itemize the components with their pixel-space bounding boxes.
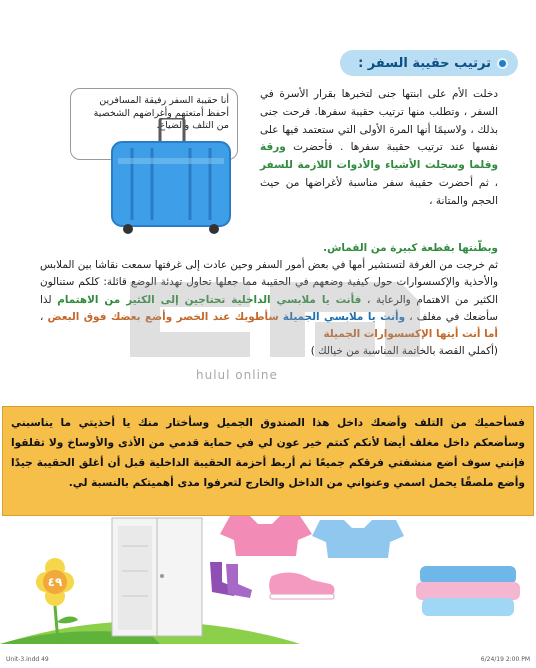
towels-illustration <box>416 566 520 616</box>
print-footer <box>0 652 536 668</box>
paragraph-1-highlight-1: ورقة وقلما وسجلت الأشياء والأدوات اللازمة للسفر <box>260 141 498 172</box>
wardrobe-illustration <box>112 518 202 636</box>
paragraph-2-highlight-orange-2: أما أنت أيتها الإكسسوارات الجميلة <box>323 328 498 341</box>
answer-box <box>2 406 534 516</box>
bullet-dot-icon <box>497 58 508 69</box>
suitcase-wheel <box>209 224 219 234</box>
story-paragraph-1 <box>260 86 498 211</box>
story-paragraph-2 <box>40 240 498 360</box>
suitcase-illustration <box>100 118 242 236</box>
pink-shirt-illustration <box>220 516 312 556</box>
paragraph-1-text-b: ، ثم أحضرت حقيبة سفر مناسبة لأغراضها من حيث الحجم والمتانة ، <box>260 176 498 207</box>
suitcase-body <box>112 142 230 226</box>
footer-timestamp: 6/24/19 2:00 PM <box>480 656 530 663</box>
page-number: ٤٩ <box>47 575 63 589</box>
paragraph-2-highlight-green: فأنت يا ملابسي الداخلية تحتاجين إلى الكثير من الاهتمام <box>57 293 362 306</box>
paragraph-2-highlight-blue: وأنت يا ملابسي الجميلة <box>282 310 406 323</box>
speech-bubble-text: أنا حقيبة السفر رفيقة المسافرين أحفظ أمتعتهم وأغراضهم الشخصية من التلف والضياع. <box>93 95 229 131</box>
paragraph-2-text-b: لذا سأضعك في مغلف ، <box>40 293 499 323</box>
paragraph-2-highlight-orange-1: سأطويك عند الخصر وأضع بعضك فوق البعض <box>47 310 279 323</box>
paragraph-1-text-a: دخلت الأم على ابنتها جنى لتخبرها بقرار الأسرة في السفر ، وتطلب منها ترتيب حقيبة سفرها. فرحت جنى بذلك ، ولاسيمًا أنها المرة الأولى التي ستعتمد فيها على نفسها عند ترتيب حقيبة سفرها . فأحضرت <box>260 88 498 154</box>
footer-file-name: Unit-3.indd 49 <box>6 656 49 663</box>
socks-illustration <box>210 562 252 598</box>
paragraph-2-instruction: (أكملي القصة بالخاتمة المناسبة من خيالك ) <box>310 345 498 358</box>
blue-shirt-illustration <box>312 520 404 558</box>
sneaker-illustration <box>269 573 334 599</box>
watermark-text: hulul online <box>196 368 278 382</box>
paragraph-2-text-d: ، <box>40 310 48 323</box>
paragraph-1-highlight-2: وبطّنتها بقطعة كبيرة من القماش. <box>323 242 498 254</box>
answer-text: فسأحميك من التلف وأضعك داخل هذا الصندوق الجميل وسأختار منك يا أحذيتي ما يناسبني وسأضعكم داخل مغلف أيضا لأنكم كنتم خير عون لي في حماية قدمي من الأذى والأوساخ ولا تقلقوا فإنني سوف أضع منشفتي فرقكم جميعًا ثم أربط أحزمة الحقيبة الداخلية قبل أن أغلق الحقيبة جيدًا وأضع ملصقًا يحمل اسمي وعنواني من الداخل والخارج لتعرفوا مدى أهميتكم بالنسبة لي. <box>11 417 525 489</box>
paragraph-2-text-a: ثم خرجت من الغرفة لتستشير أمها في بعض أمور السفر وحين عادت إلى غرفتها سمعت نقاشا بين الملابس والأحذية والإكسسوارات حول كيفية وضعهم في الحقيبة مما جعلها تحاول تهدئة الوضع قائلة: كلكم ستنالون الكثير من الاهتمام والرعاية ، <box>40 259 498 306</box>
bottom-illustration <box>0 516 536 644</box>
section-heading <box>340 50 518 76</box>
section-heading-text: ترتيب حقيبة السفر : <box>358 55 491 71</box>
suitcase-wheel <box>123 224 133 234</box>
